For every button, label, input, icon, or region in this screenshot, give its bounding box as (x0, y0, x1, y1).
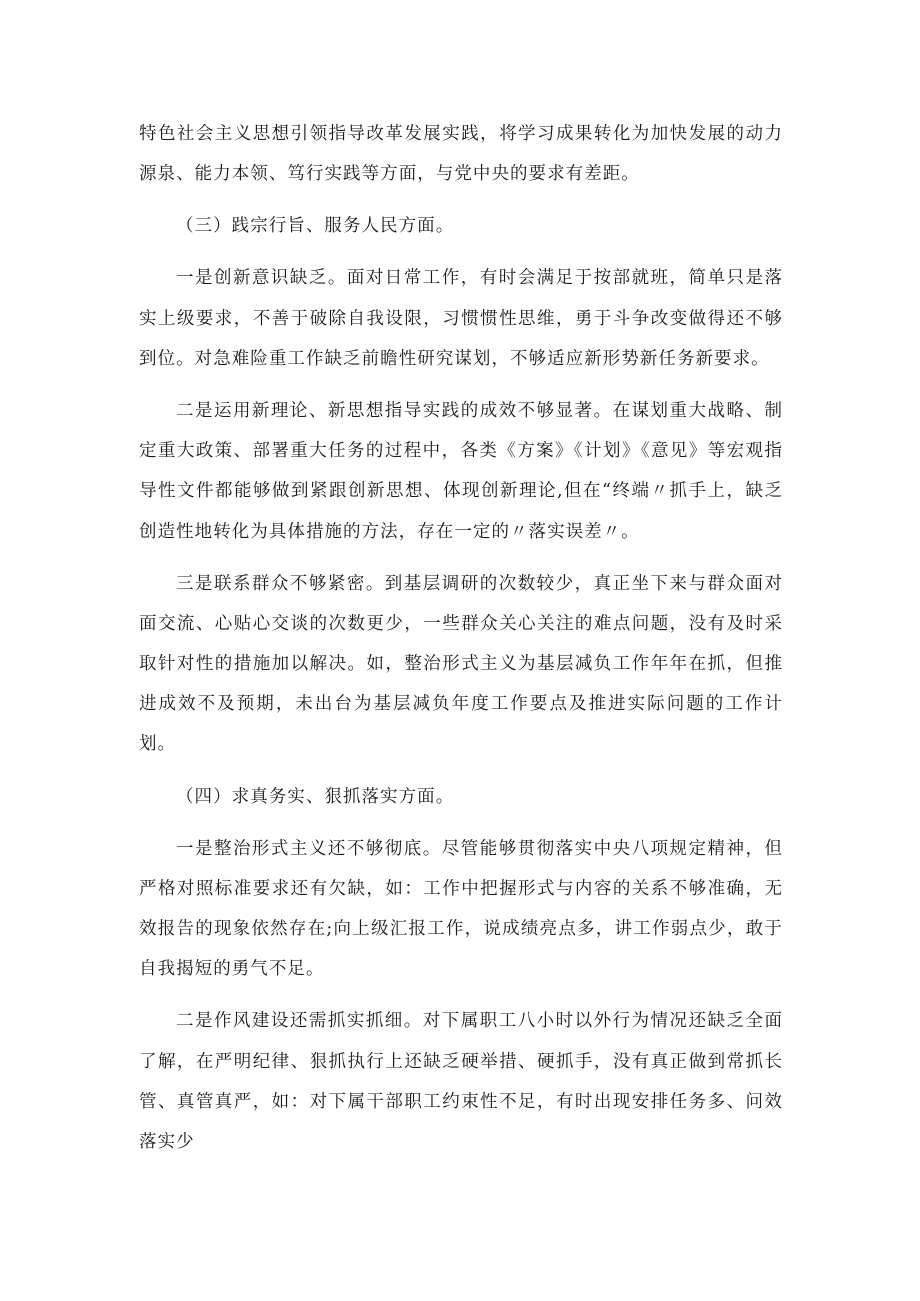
section-heading-three: （三）践宗行旨、服务人民方面。 (176, 216, 455, 237)
paragraph-new-theory-practice: 二是运用新理论、新思想指导实践的成效不够显著。在谋划重大战略、制定重大政策、部署重大任务的过程中，各类《方案》《计划》《意见》等宏观指导性文件都能够做到紧跟创新思想、体现创新理论,但在“终端〃抓手上，缺乏创造性地转化为具体措施的方法，存在一定的〃落实误差〃。 (139, 400, 783, 542)
paragraph-formalism: 一是整治形式主义还不够彻底。尽管能够贯彻落实中央八项规定精神，但严格对照标准要求还有欠缺，如：工作中把握形式与内容的关系不够准确，无效报告的现象依然存在;向上级汇报工作，说成绩亮点多，讲工作弱点少，敢于自我揭短的勇气不足。 (139, 838, 783, 980)
document-body (139, 114, 783, 1162)
paragraph-mass-contact: 三是联系群众不够紧密。到基层调研的次数较少，真正坐下来与群众面对面交流、心贴心交谈的次数更少，一些群众关心关注的难点问题，没有及时采取针对性的措施加以解决。如，整治形式主义为基层减负工作年年在抓，但推进成效不及预期，未出台为基层减负年度工作要点及推进实际问题的工作计划。 (139, 573, 783, 755)
paragraph-continuation: 特色社会主义思想引领指导改革发展实践，将学习成果转化为加快发展的动力源泉、能力本领、笃行实践等方面，与党中央的要求有差距。 (139, 124, 783, 185)
section-heading-four: （四）求真务实、狠抓落实方面。 (176, 786, 455, 807)
paragraph-innovation-awareness: 一是创新意识缺乏。面对日常工作，有时会满足于按部就班，简单只是落实上级要求，不善于破除自我设限，习惯惯性思维，勇于斗争改变做得还不够到位。对急难险重工作缺乏前瞻性研究谋划，不够适应新形势新任务新要求。 (139, 268, 783, 369)
paragraph-work-style: 二是作风建设还需抓实抓细。对下属职工八小时以外行为情况还缺乏全面了解，在严明纪律、狠抓执行上还缺乏硬举措、硬抓手，没有真正做到常抓长管、真管真严，如：对下属干部职工约束性不足，有时出现安排任务多、问效落实少 (139, 1011, 783, 1152)
